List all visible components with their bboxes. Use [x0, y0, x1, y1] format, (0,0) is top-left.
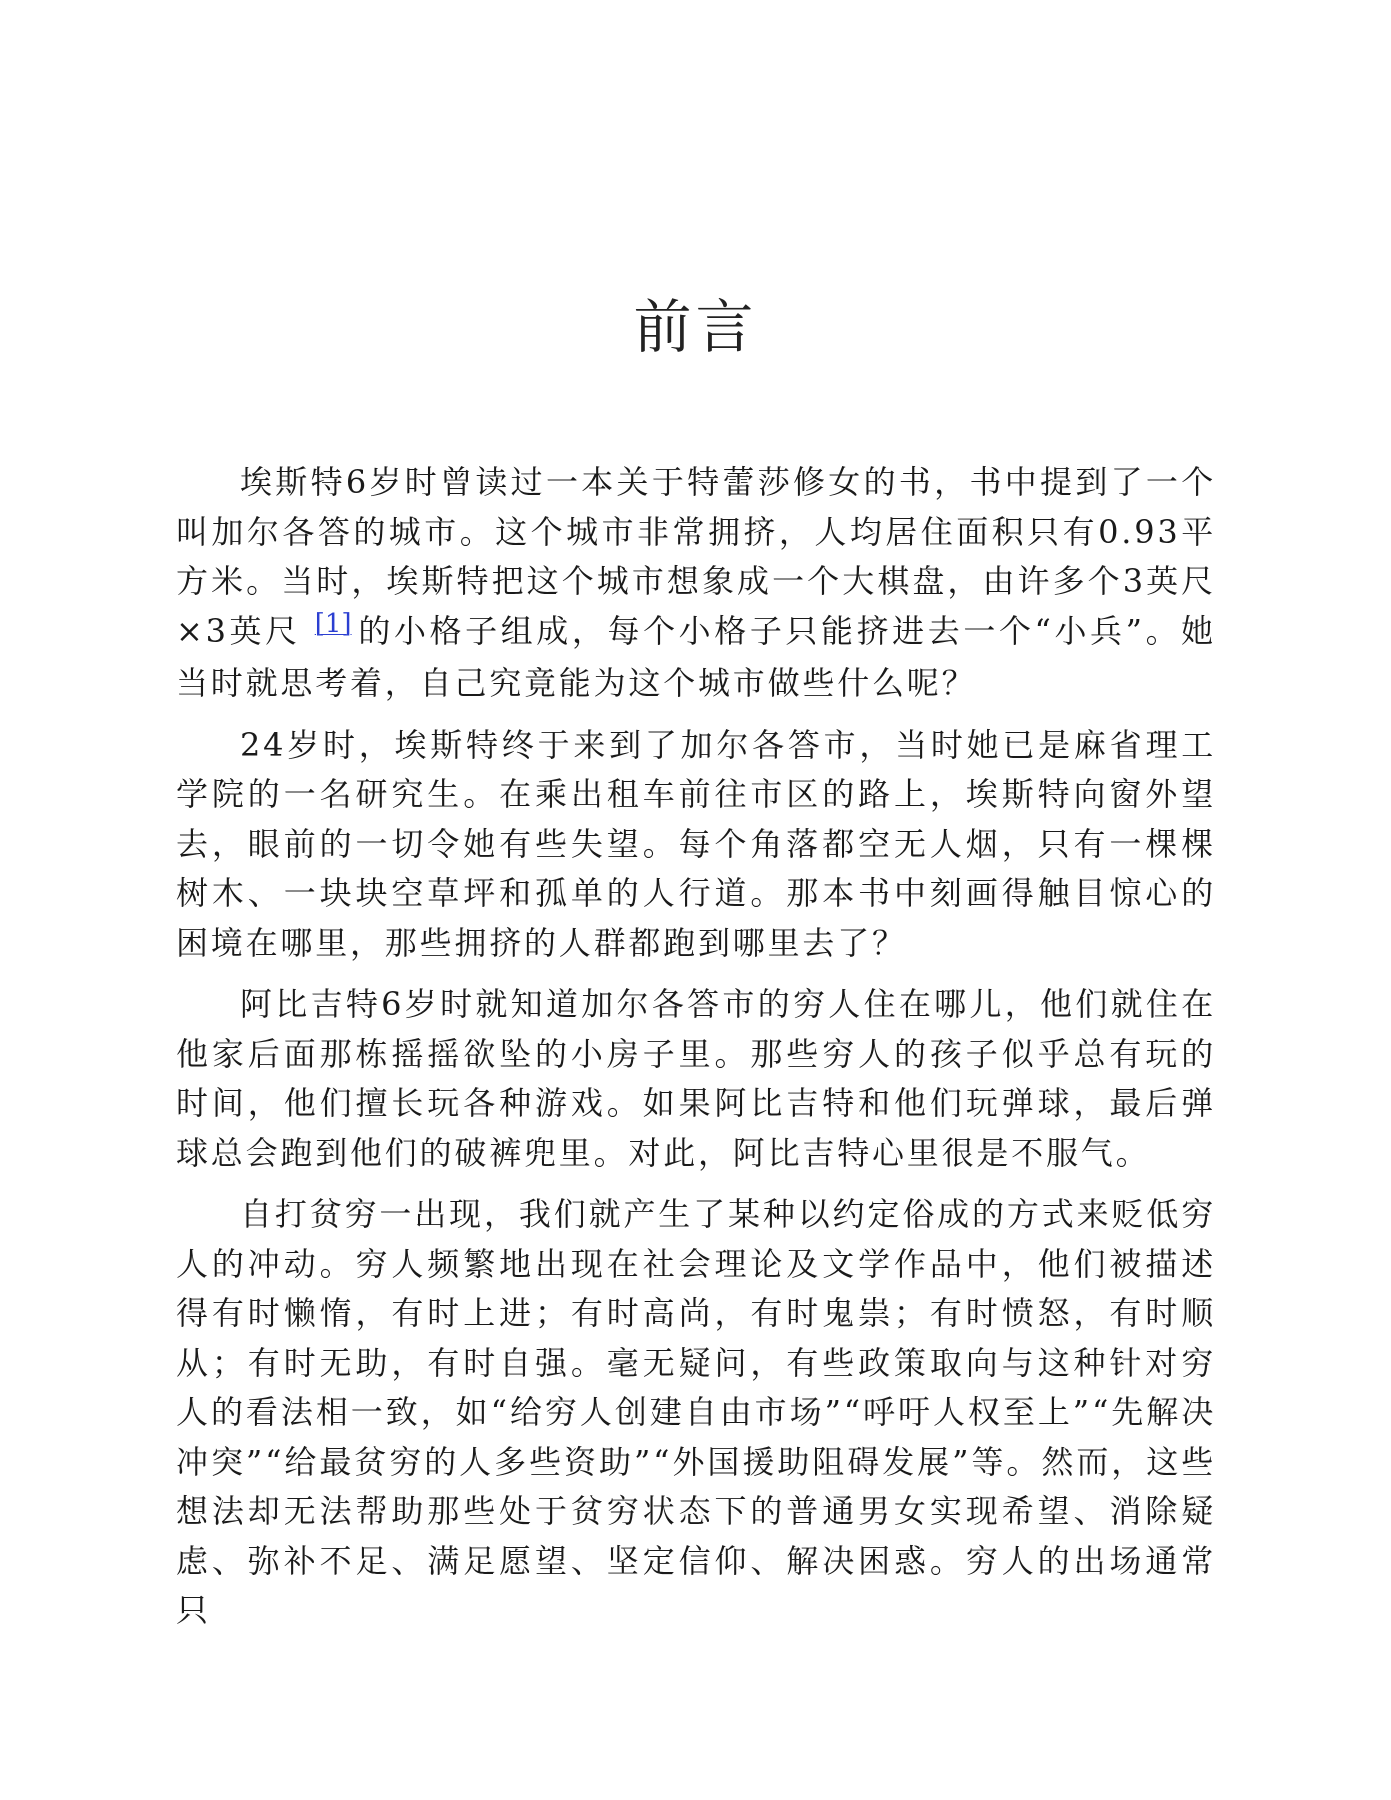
- chapter-title: 前言: [633, 293, 758, 361]
- footnote-ref-1[interactable]: [1]: [314, 608, 352, 639]
- paragraph-1-text-end: 的小格子组成，每个小格子只能挤进去一个“小兵”。她当时就思考着，自己究竟能为这个城市做些什么呢？: [176, 611, 1216, 702]
- paragraph-1: [176, 458, 1216, 709]
- paragraph-2: 24岁时，埃斯特终于来到了加尔各答市，当时她已是麻省理工学院的一名研究生。在乘出租车前往市区的路上，埃斯特向窗外望去，眼前的一切令她有些失望。每个角落都空无人烟，只有一棵棵树木、一块块空草坪和孤单的人行道。那本书中刻画得触目惊心的困境在哪里，那些拥挤的人群都跑到哪里去了？: [176, 725, 1216, 962]
- paragraph-4: 自打贫穷一出现，我们就产生了某种以约定俗成的方式来贬低穷人的冲动。穷人频繁地出现在社会理论及文学作品中，他们被描述得有时懒惰，有时上进；有时高尚，有时鬼祟；有时愤怒，有时顺从；有时无助，有时自强。毫无疑问，有些政策取向与这种针对穷人的看法相一致，如“给穷人创建自由市场”“呼吁人权至上”“先解决冲突”“给最贫穷的人多些资助”“外国援助阻碍发展”等。然而，这些想法却无法帮助那些处于贫穷状态下的普通男女实现希望、消除疑虑、弥补不足、满足愿望、坚定信仰、解决困惑。穷人的出场通常只: [176, 1195, 1216, 1629]
- body-text: [176, 458, 1216, 1648]
- paragraph-3: 阿比吉特6岁时就知道加尔各答市的穷人住在哪儿，他们就住在他家后面那栋摇摇欲坠的小房子里。那些穷人的孩子似乎总有玩的时间，他们擅长玩各种游戏。如果阿比吉特和他们玩弹球，最后弹球总会跑到他们的破裤兜里。对此，阿比吉特心里很是不服气。: [176, 985, 1216, 1172]
- paragraph-1-text-start: 埃斯特6岁时曾读过一本关于特蕾莎修女的书，书中提到了一个叫加尔各答的城市。这个城市非常拥挤，人均居住面积只有0.93平方米。当时，埃斯特把这个城市想象成一个大棋盘，由许多个3英尺×3英尺: [176, 463, 1216, 650]
